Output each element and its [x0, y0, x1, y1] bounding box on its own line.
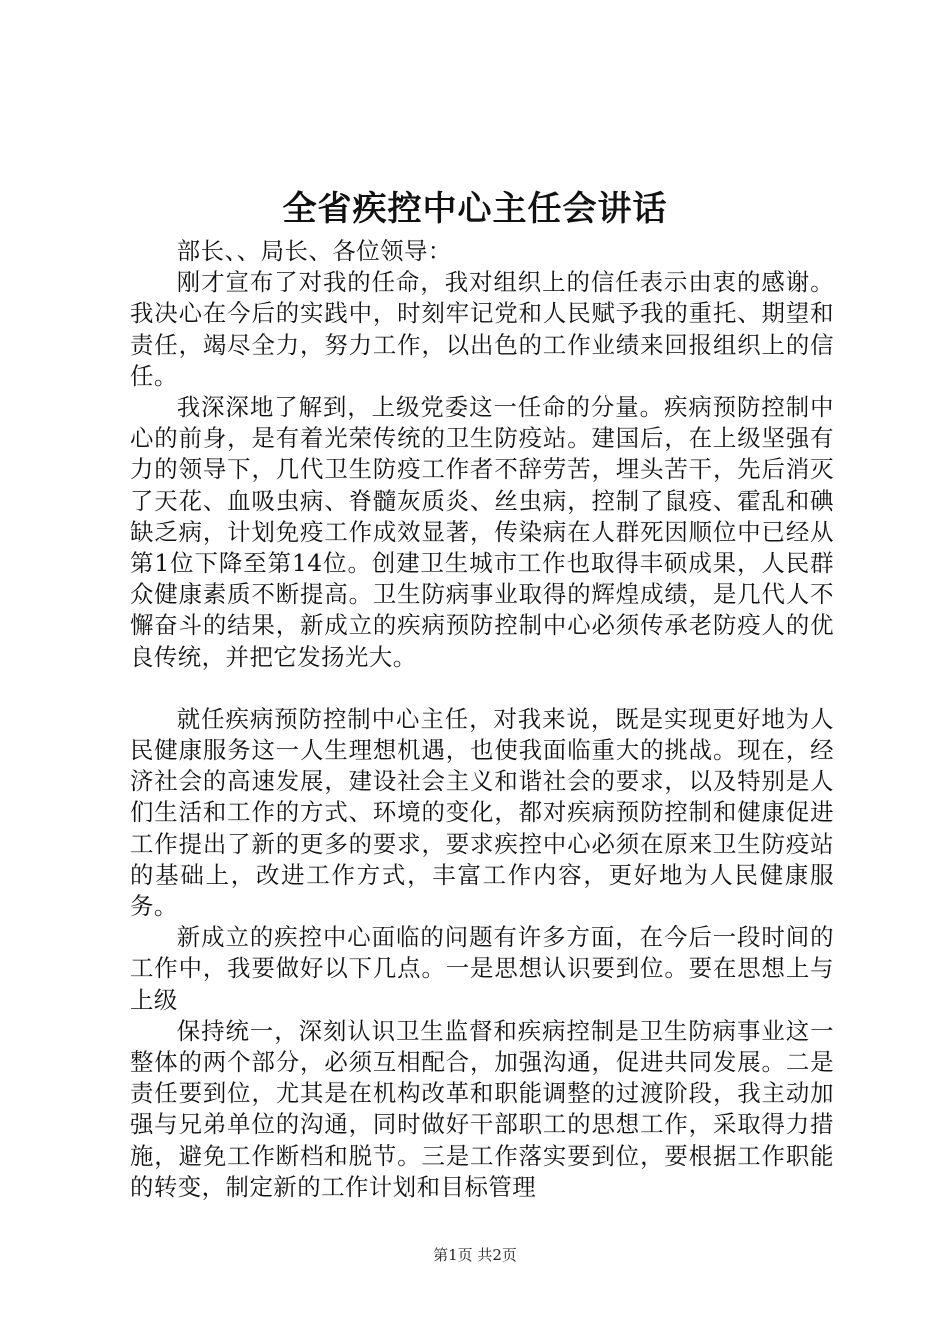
body-paragraph: 我深深地了解到，上级党委这一任命的分量。疾病预防控制中心的前身，是有着光荣传统的卫生防疫站。建国后，在上级坚强有力的领导下，几代卫生防疫工作者不辞劳苦，埋头苦干，先后消灭了天花、血吸虫病、脊髓灰质炎、丝虫病，控制了鼠疫、霍乱和碘缺乏病，计划免疫工作成效显著，传染病在人群死因顺位中已经从第1位下降至第14位。创建卫生城市工作也取得丰硕成果，人民群众健康素质不断提高。卫生防病事业取得的辉煌成绩，是几代人不懈奋斗的结果，新成立的疾病预防控制中心必须传承老防疫人的优良传统，并把它发扬光大。	[130, 393, 834, 671]
body-paragraph: 刚才宣布了对我的任命，我对组织上的信任表示由衷的感谢。我决心在今后的实践中，时刻牢记党和人民赋予我的重托、期望和责任，竭尽全力，努力工作，以出色的工作业绩来回报组织上的信任。	[130, 268, 834, 390]
document-body	[130, 236, 834, 1203]
salutation-paragraph: 部长、、局长、各位领导：	[176, 237, 452, 265]
document-title: 全省疾控中心主任会讲话	[282, 189, 668, 229]
body-paragraph: 保持统一，深刻认识卫生监督和疾病控制是卫生防病事业这一整体的两个部分，必须互相配合，加强沟通，促进共同发展。二是责任要到位，尤其是在机构改革和职能调整的过渡阶段，我主动加强与兄弟单位的沟通，同时做好干部职工的思想工作，采取得力措施，避免工作断档和脱节。三是工作落实要到位，要根据工作职能的转变，制定新的工作计划和目标管理	[130, 1016, 834, 1201]
body-paragraph: 新成立的疾控中心面临的问题有许多方面，在今后一段时间的工作中，我要做好以下几点。一是思想认识要到位。要在思想上与上级	[130, 923, 834, 1014]
body-paragraph: 就任疾病预防控制中心主任，对我来说，既是实现更好地为人民健康服务这一人生理想机遇，也使我面临重大的挑战。现在，经济社会的高速发展，建设社会主义和谐社会的要求，以及特别是人们生活和工作的方式、环境的变化，都对疾病预防控制和健康促进工作提出了新的更多的要求，要求疾控中心必须在原来卫生防疫站的基础上，改进工作方式，丰富工作内容，更好地为人民健康服务。	[130, 704, 834, 921]
page-number-footer: 第1页 共2页	[433, 1246, 517, 1264]
